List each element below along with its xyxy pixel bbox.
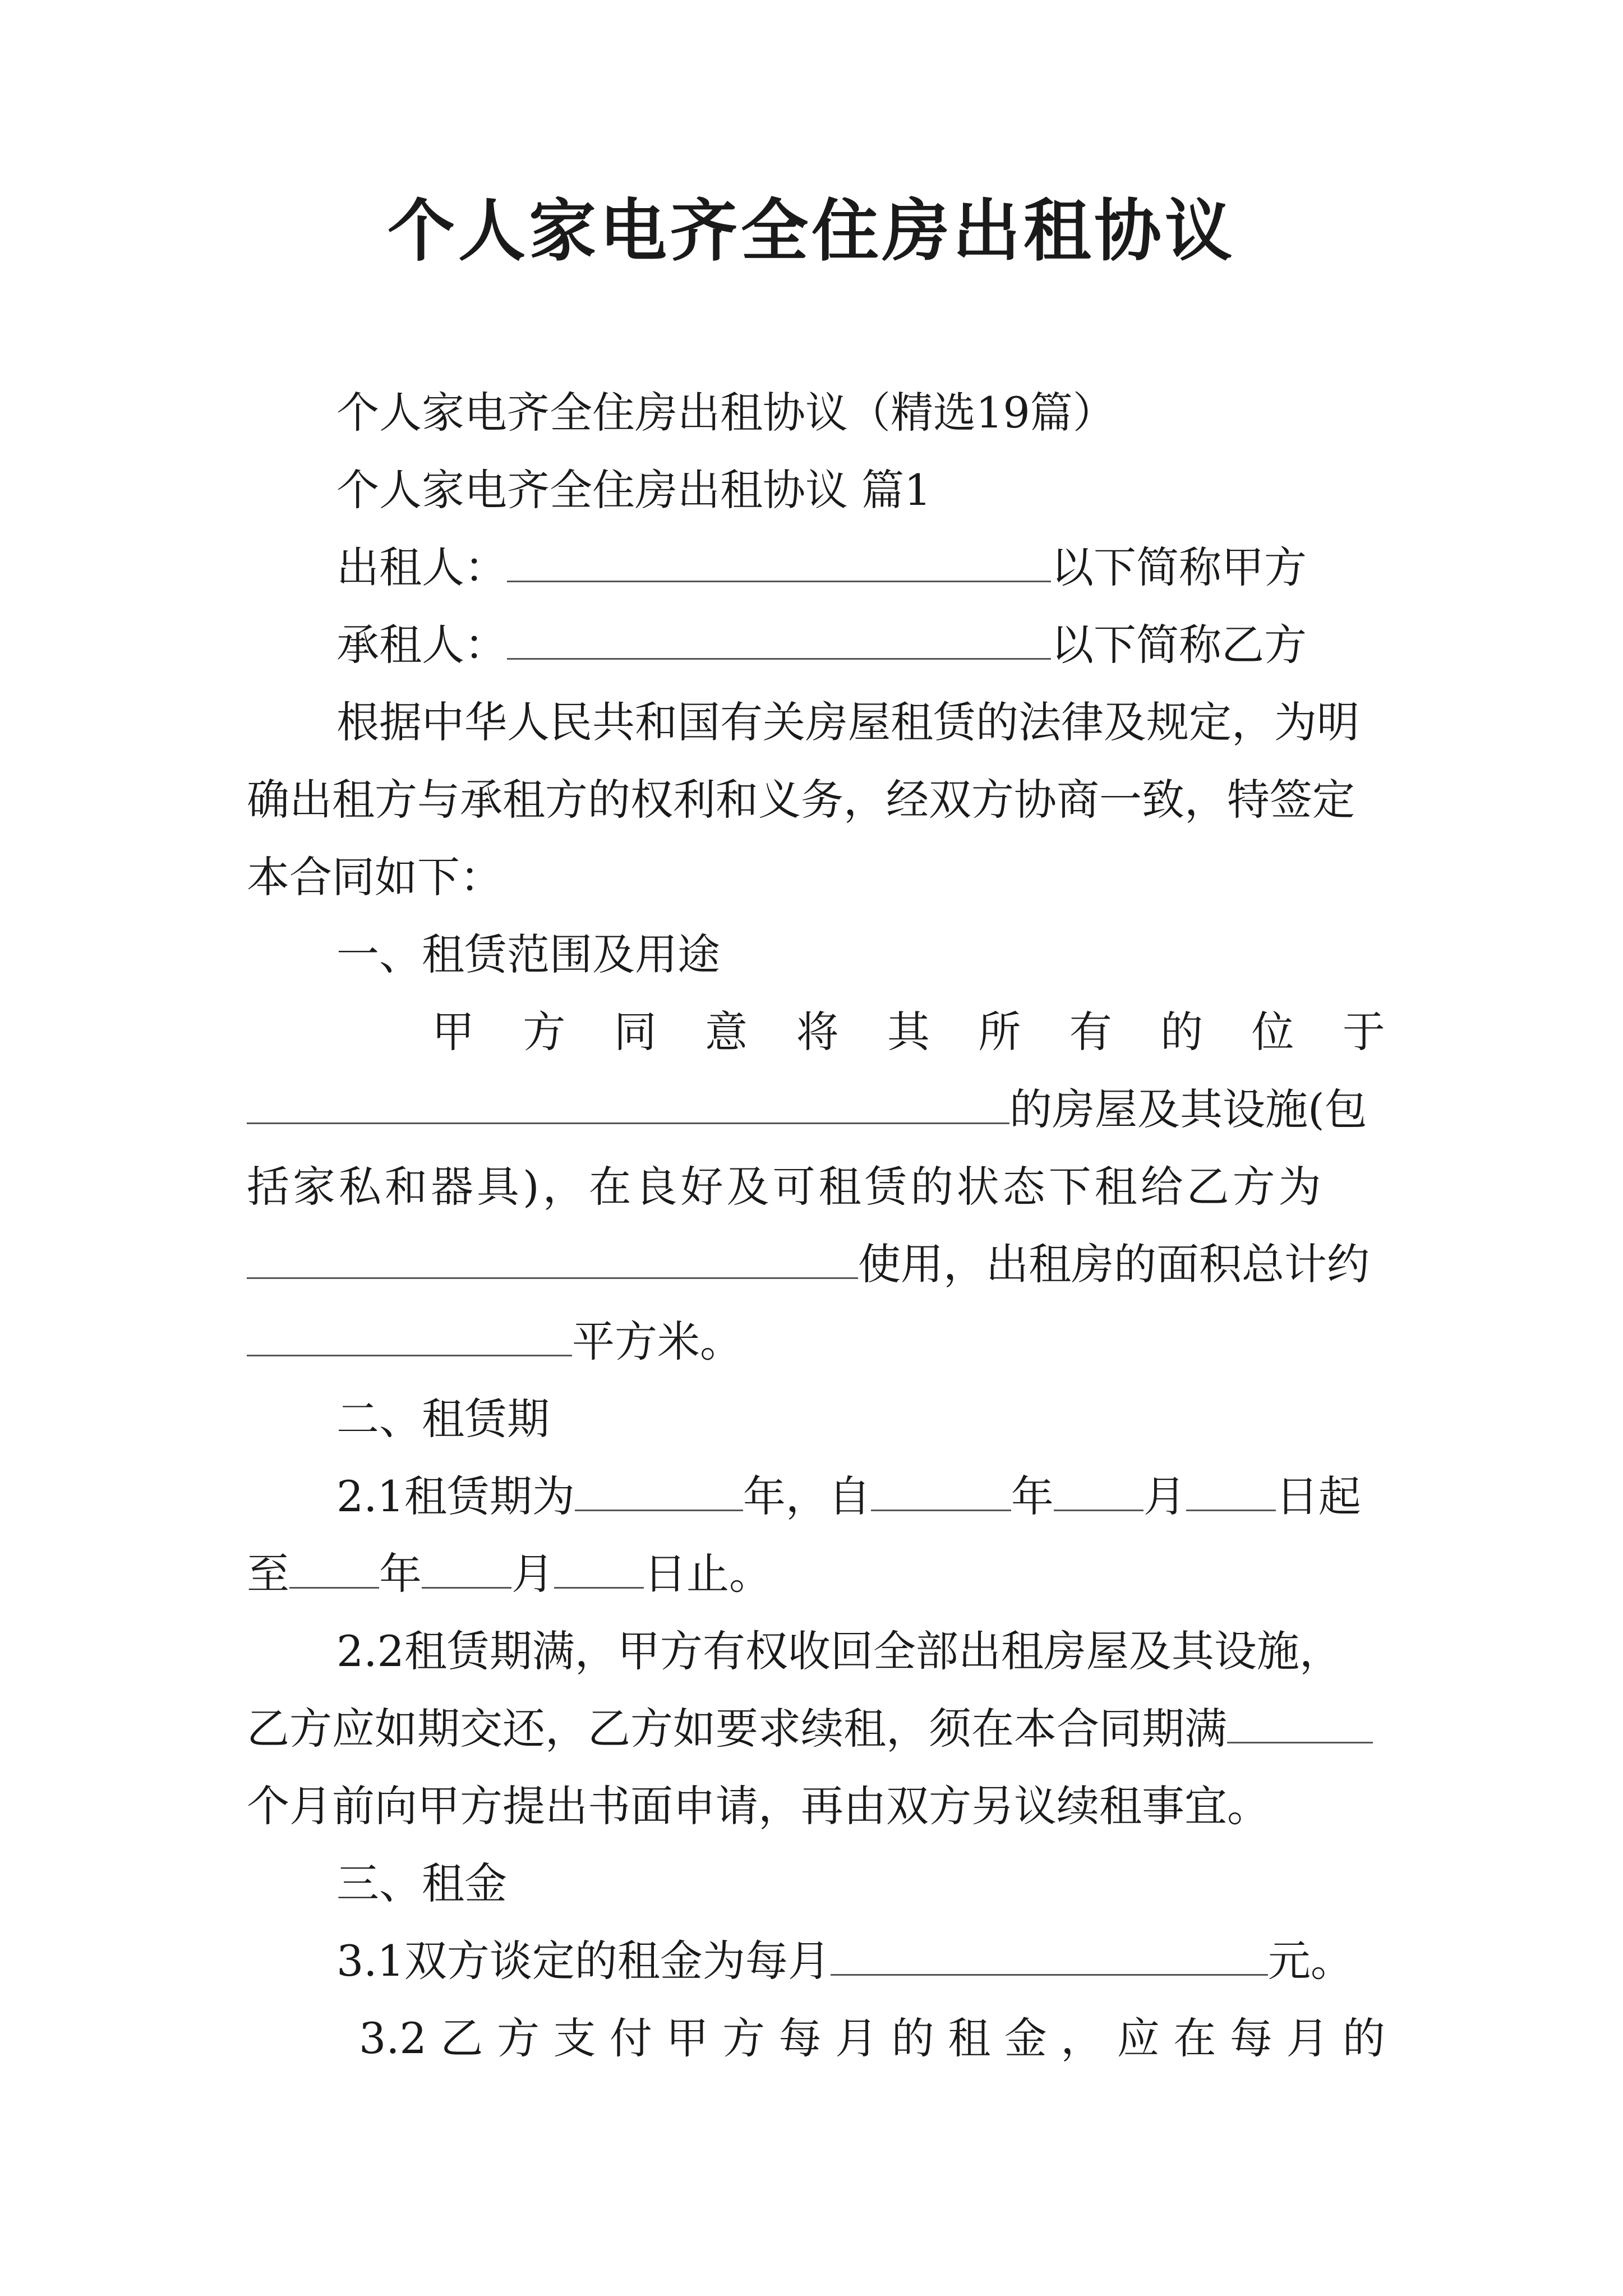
lessor-line <box>336 542 1307 593</box>
clause-2-1-line-2: 至 年 月 日止。 <box>247 1549 772 1599</box>
usage-purpose-blank[interactable] <box>247 1239 858 1279</box>
end-month-blank[interactable] <box>422 1549 511 1589</box>
intro-line-2: 确出租方与承租方的权利和义务，经双方协商一致，特签定 <box>247 775 1355 825</box>
section-1-para-line-2: 的房屋及其设施(包 <box>247 1084 1385 1135</box>
end-year-blank[interactable] <box>289 1549 379 1589</box>
clause-2-2-line-3: 个月前向甲方提出书面申请，再由双方另议续租事宜。 <box>247 1781 1270 1831</box>
document-title: 个人家电齐全住房出租协议 <box>388 191 1235 270</box>
lessee-line <box>336 619 1307 670</box>
chapter-heading: 个人家电齐全住房出租协议 篇1 <box>336 465 932 515</box>
start-month-blank[interactable] <box>1054 1471 1144 1511</box>
section-1-para-line-3: 括家私和器具)，在良好及可租赁的状态下租给乙方为 <box>247 1162 1325 1212</box>
lessee-suffix: 以下简称乙方 <box>1051 620 1307 670</box>
clause-2-2-line-2: 乙方应如期交还，乙方如要求续租，须在本合同期满 <box>247 1703 1385 1754</box>
lease-years-blank[interactable] <box>575 1471 743 1511</box>
clause-3-1: 3.1双方谈定的租金为每月 元。 <box>336 1936 1353 1986</box>
section-1-para-line-5: 平方米。 <box>247 1316 1385 1367</box>
clause-2-1-line-1: 2.1租赁期为 年，自 年 月 日起 <box>336 1471 1361 1521</box>
lessee-label: 承租人： <box>336 620 507 670</box>
section-1-heading: 一、租赁范围及用途 <box>336 930 720 979</box>
clause-3-2-line-1: 3.2 乙 方 支 付 甲 方 每 月 的 租 金 ， 应 在 每 月 的 <box>359 2013 1385 2063</box>
area-blank[interactable] <box>247 1317 572 1356</box>
document-subtitle: 个人家电齐全住房出租协议（精选19篇） <box>336 388 1115 438</box>
section-3-heading: 三、租金 <box>336 1858 507 1908</box>
start-year-blank[interactable] <box>871 1471 1011 1511</box>
lessor-name-blank[interactable] <box>507 542 1051 582</box>
section-2-heading: 二、租赁期 <box>336 1394 550 1444</box>
property-location-blank[interactable] <box>247 1084 1009 1124</box>
intro-line-1: 根据中华人民共和国有关房屋租赁的法律及规定，为明 <box>336 697 1359 747</box>
monthly-rent-blank[interactable] <box>831 1936 1268 1976</box>
section-1-para-line-4: 使用，出租房的面积总计约 <box>247 1239 1385 1290</box>
section-1-para-line-1: 甲 方 同 意 将 其 所 有 的 位 于 <box>432 1007 1385 1057</box>
lessor-suffix: 以下简称甲方 <box>1051 542 1307 592</box>
start-day-blank[interactable] <box>1186 1471 1276 1511</box>
clause-2-2-line-1: 2.2租赁期满，甲方有权收回全部出租房屋及其设施， <box>336 1626 1342 1676</box>
end-day-blank[interactable] <box>554 1549 644 1589</box>
lessee-name-blank[interactable] <box>507 620 1051 660</box>
intro-line-3: 本合同如下： <box>247 852 502 902</box>
lessor-label: 出租人： <box>336 542 507 592</box>
renewal-months-blank[interactable] <box>1227 1704 1373 1743</box>
